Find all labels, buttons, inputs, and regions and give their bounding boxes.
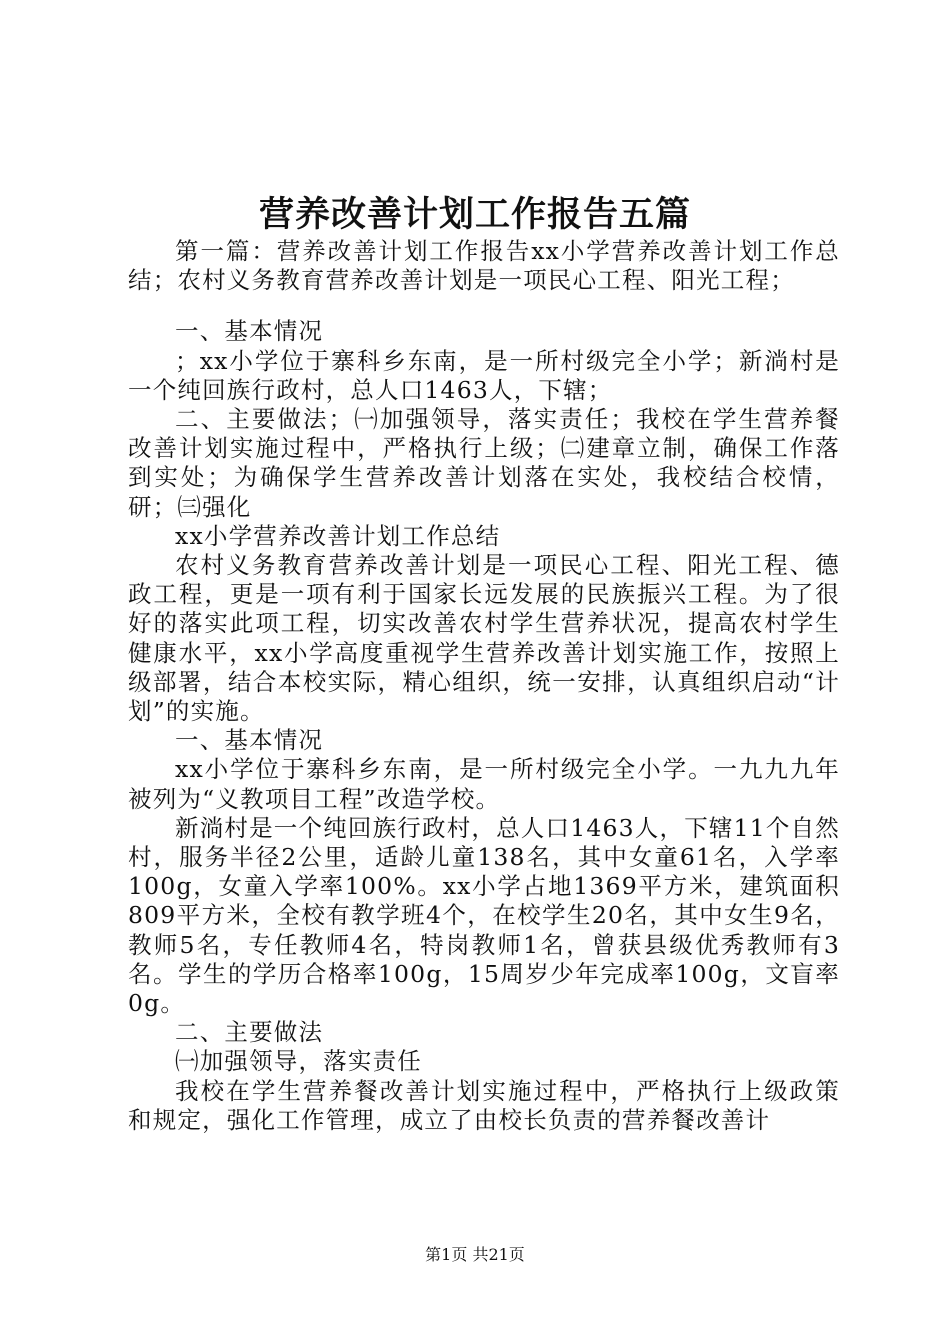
- heading-basic-situation-2: 一、基本情况: [175, 726, 324, 755]
- document-title: 营养改善计划工作报告五篇: [258, 194, 691, 235]
- subheading-leadership: ㈠加强领导，落实责任: [175, 1047, 422, 1076]
- heading-basic-situation: 一、基本情况: [175, 317, 324, 346]
- paragraph-school-location: xx小学位于寨科乡东南，是一所村级完全小学。一九九九年被列为“义教项目工程”改造学校。: [128, 755, 840, 813]
- paragraph-summary-basic: ；xx小学位于寨科乡东南，是一所村级完全小学；新淌村是一个纯回族行政村，总人口1463人，下辖；: [128, 346, 840, 404]
- paragraph-village-stats: 新淌村是一个纯回族行政村，总人口1463人，下辖11个自然村，服务半径2公里，适龄儿童138名，其中女童61名，入学率100g，女童入学率100%。xx小学占地1369平方米，建筑面积809平方米，全校有教学班4个，在校学生20名，其中女生9名，教师5名，专任教师4名，特岗教师1名，曾获县级优秀教师有3名。学生的学历合格率100g，15周岁少年完成率100g，文盲率0g。: [128, 813, 841, 1018]
- subheading-work-summary: xx小学营养改善计划工作总结: [175, 521, 501, 550]
- paragraph-implementation: 我校在学生营养餐改善计划实施过程中，严格执行上级政策和规定，强化工作管理，成立了由校长负责的营养餐改善计: [128, 1076, 840, 1134]
- paragraph-gap: [128, 295, 840, 317]
- paragraph-intro: 第一篇：营养改善计划工作报告xx小学营养改善计划工作总结；农村义务教育营养改善计划是一项民心工程、阳光工程；: [128, 237, 840, 295]
- document-body: [128, 237, 840, 1135]
- paragraph-program-overview: 农村义务教育营养改善计划是一项民心工程、阳光工程、德政工程，更是一项有利于国家长远发展的民族振兴工程。为了很好的落实此项工程，切实改善农村学生营养状况，提高农村学生健康水平，xx小学高度重视学生营养改善计划实施工作，按照上级部署，结合本校实际，精心组织，统一安排，认真组织启动“计划”的实施。: [128, 551, 840, 726]
- paragraph-summary-practices: 二、主要做法；㈠加强领导，落实责任；我校在学生营养餐改善计划实施过程中，严格执行上级；㈡建章立制，确保工作落到实处；为确保学生营养改善计划落在实处，我校结合校情，研；㈢强化: [128, 405, 840, 521]
- page-footer: 第1页 共21页: [425, 1245, 525, 1264]
- heading-main-practices: 二、主要做法: [175, 1018, 324, 1047]
